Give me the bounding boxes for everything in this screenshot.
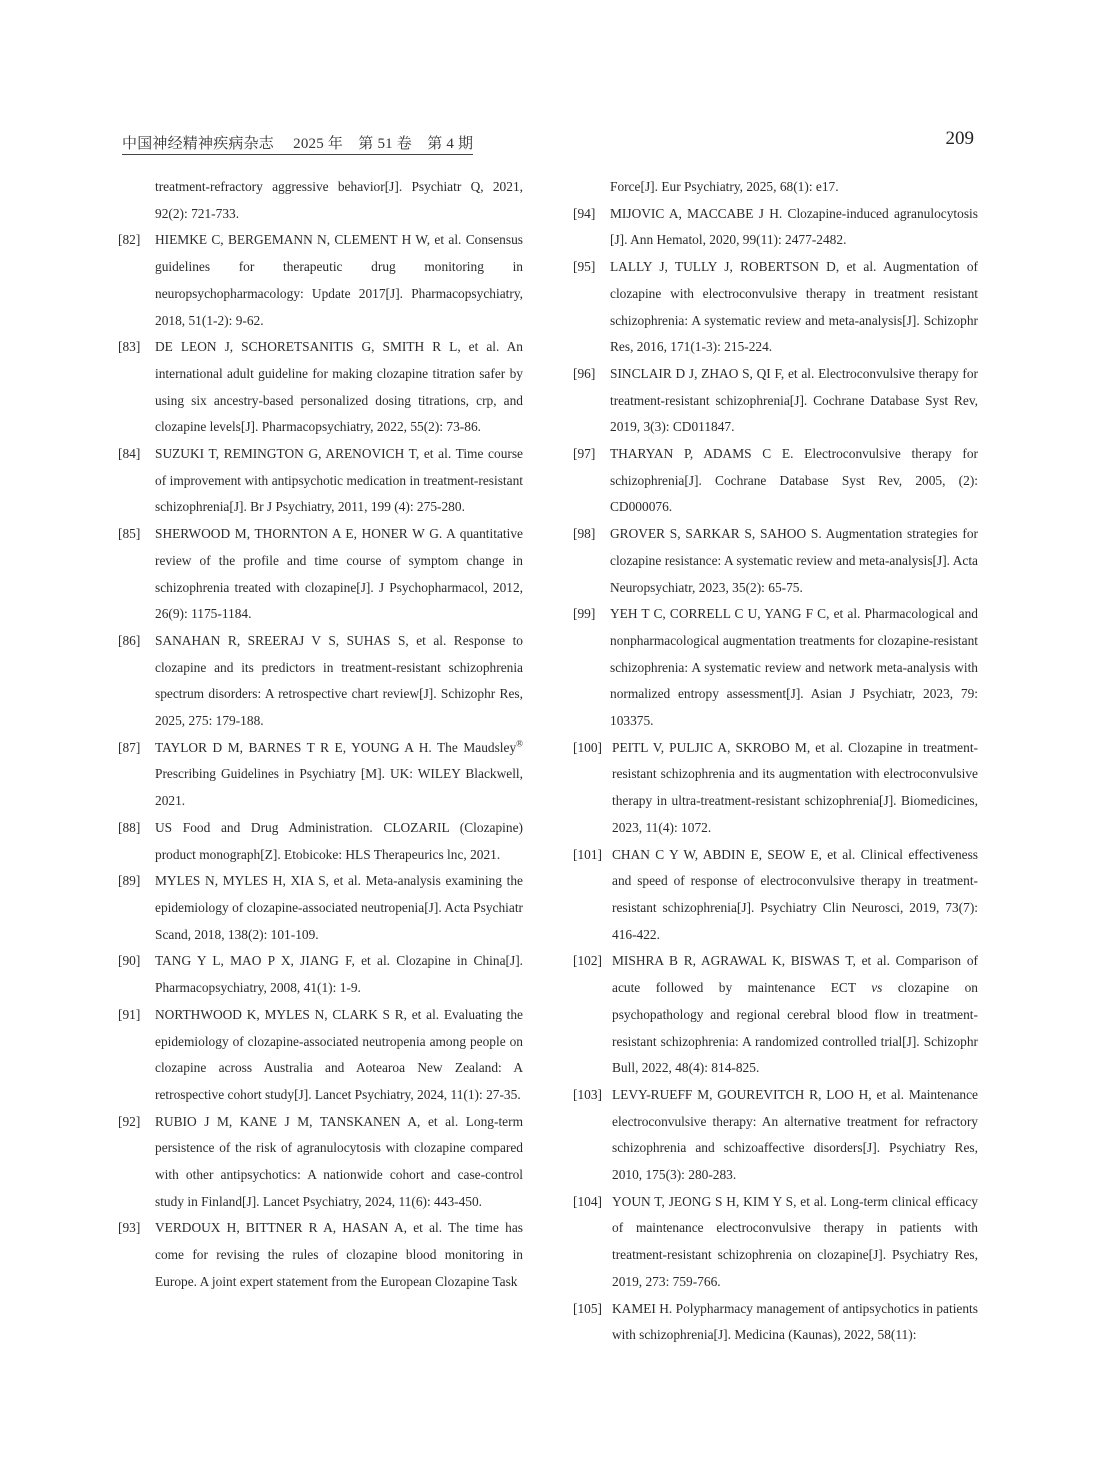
reference-number: [92] [118,1113,141,1129]
reference-item [118,227,523,334]
reference-number: [83] [118,339,141,355]
reference-number: [97] [573,446,596,462]
reference-text: MIJOVIC A, MACCABE J H. Clozapine-induced agranulocytosis [J]. Ann Hematol, 2020, 99(11): 2477-2482. [610,205,978,248]
reference-text: SANAHAN R, SREERAJ V S, SUHAS S, et al. Response to clozapine and its predictors in treatment-resistant schizophrenia spectrum disorders: A retrospective chart review[J]. Schizophr Res, 2025, 275: 179-188. [155,632,523,729]
reference-item [573,521,978,601]
reference-number: [103] [573,1086,603,1102]
reference-number: [87] [118,739,141,755]
reference-text: Force[J]. Eur Psychiatry, 2025, 68(1): e17. [610,179,839,194]
reference-number: [100] [573,739,603,755]
reference-text: TAYLOR D M, BARNES T R E, YOUNG A H. The Maudsley [155,739,517,755]
reference-number: [91] [118,1006,141,1022]
reference-text: treatment-refractory aggressive behavior[J]. Psychiatr Q, 2021, 92(2): 721-733. [155,179,523,221]
reference-text: CHAN C Y W, ABDIN E, SEOW E, et al. Clinical effectiveness and speed of response of electroconvulsive therapy in treatment-resistant schizophrenia[J]. Psychiatry Clin Neurosci, 2019, 73(7): 416-422. [612,846,978,942]
reference-number: [86] [118,632,141,648]
reference-text: HIEMKE C, BERGEMANN N, CLEMENT H W, et al. Consensus guidelines for therapeutic drug monitoring in neuropsychopharmacology: Update 2017[J]. Pharmacopsychiatry, 2018, 51(1-2): 9-62. [155,232,523,328]
reference-continuation [573,174,978,201]
reference-text: THARYAN P, ADAMS C E. Electroconvulsive therapy for schizophrenia[J]. Cochrane Database Syst Rev, 2005, (2): CD000076. [610,446,978,515]
reference-number: [82] [118,232,141,248]
reference-text: YOUN T, JEONG S H, KIM Y S, et al. Long-term clinical efficacy of maintenance electroconvulsive therapy in patients with treatment-resistant schizophrenia on clozapine[J]. Psychiatry Res, 2019, 273: 759-766. [612,1193,978,1289]
right-column [573,174,978,1349]
reference-item [118,334,523,441]
reference-text: LALLY J, TULLY J, ROBERTSON D, et al. Augmentation of clozapine with electroconvulsive therapy in treatment resistant schizophrenia: A systematic review and meta-analysis[J]. Schizophr Res, 2016, 171(1-3): 215-224. [610,259,978,355]
reference-item [118,868,523,948]
reference-number: [93] [118,1220,141,1236]
reference-item [118,521,523,628]
reference-number: [105] [573,1300,603,1316]
reference-text: PEITL V, PULJIC A, SKROBO M, et al. Clozapine in treatment-resistant schizophrenia and its augmentation with electroconvulsive therapy in ultra-treatment-resistant schizophrenia[J]. Biomedicines, 2023, 11(4): 1072. [612,739,978,835]
reference-number: [88] [118,819,141,835]
reference-item [118,441,523,521]
reference-text: SHERWOOD M, THORNTON A E, HONER W G. A quantitative review of the profile and time course of symptom change in schizophrenia treated with clozapine[J]. J Psychopharmacol, 2012, 26(9): 1175-1184. [155,526,523,622]
reference-text: KAMEI H. Polypharmacy management of antipsychotics in patients with schizophrenia[J]. Medicina (Kaunas), 2022, 58(11): [612,1300,978,1343]
reference-number: [89] [118,873,141,889]
reference-item [118,948,523,1001]
reference-text: DE LEON J, SCHORETSANITIS G, SMITH R L, et al. An international adult guideline for making clozapine titration safer by using six ancestry-based personalized dosing titrations, crp, and clozapine levels[J]. Pharmacopsychiatry, 2022, 55(2): 73-86. [155,339,523,435]
reference-number: [94] [573,205,596,221]
reference-text: RUBIO J M, KANE J M, TANSKANEN A, et al. Long-term persistence of the risk of agranulocytosis with clozapine compared with other antipsychotics: A nationwide cohort and case-control study in Finland[J]. Lancet Psychiatry, 2024, 11(6): 443-450. [155,1113,523,1209]
reference-item [573,1189,978,1296]
reference-text-after: Prescribing Guidelines in Psychiatry [M]. UK: WILEY Blackwell, 2021. [155,766,523,809]
reference-text: MISHRA B R, AGRAWAL K, BISWAS T, et al. Comparison of acute followed by maintenance ECT [612,953,978,996]
reference-number: [85] [118,526,141,542]
reference-item [573,735,978,842]
reference-item [118,628,523,735]
reference-number: [99] [573,606,596,622]
reference-text: VERDOUX H, BITTNER R A, HASAN A, et al. The time has come for revising the rules of clozapine blood monitoring in Europe. A joint expert statement from the European Clozapine Task [155,1220,523,1289]
reference-item [573,201,978,254]
reference-item [573,842,978,949]
running-head: 中国神经精神疾病杂志 2025 年 第 51 卷 第 4 期 [122,132,473,155]
left-column [118,174,523,1296]
reference-number: [96] [573,365,596,381]
page-number: 209 [945,128,974,149]
reference-item [118,1002,523,1109]
reference-item [573,361,978,441]
reference-number: [101] [573,846,603,862]
reference-text: SUZUKI T, REMINGTON G, ARENOVICH T, et al. Time course of improvement with antipsychotic medication in treatment-resistant schizophrenia[J]. Br J Psychiatry, 2011, 199 (4): 275-280. [155,446,523,515]
reference-continuation [118,174,523,227]
reference-text: SINCLAIR D J, ZHAO S, QI F, et al. Electroconvulsive therapy for treatment-resistant schizophrenia[J]. Cochrane Database Syst Rev, 2019, 3(3): CD011847. [610,365,978,435]
reference-item [573,1296,978,1349]
reference-number: [102] [573,953,603,969]
reference-number: [98] [573,526,596,542]
reference-text: MYLES N, MYLES H, XIA S, et al. Meta-analysis examining the epidemiology of clozapine-associated neutropenia[J]. Acta Psychiatr Scand, 2018, 138(2): 101-109. [155,873,523,942]
reference-item [573,1082,978,1189]
reference-number: [104] [573,1193,603,1209]
reference-text: LEVY-RUEFF M, GOUREVITCH R, LOO H, et al. Maintenance electroconvulsive therapy: An alternative treatment for refractory schizophrenia and schizoaffective disorders[J]. Psychiatry Res, 2010, 175(3): 280-283. [612,1086,978,1183]
reference-item [118,735,523,815]
reference-item [573,254,978,361]
reference-text: YEH T C, CORRELL C U, YANG F C, et al. Pharmacological and nonpharmacological augmentation treatments for clozapine-resistant schizophrenia: A systematic review and network meta-analysis with normalized entropy assessment[J]. Asian J Psychiatr, 2023, 79: 103375. [610,606,978,729]
registered-mark: ® [516,738,523,749]
reference-item [573,441,978,521]
reference-text-after: clozapine on psychopathology and regional cerebral blood flow in treatment-resistant schizophrenia: A randomized controlled trial[J]. Schizophr Bull, 2022, 48(4): 814-825. [612,980,978,1076]
reference-text: US Food and Drug Administration. CLOZARIL (Clozapine) product monograph[Z]. Etobicoke: HLS Therapeurics lnc, 2021. [155,819,523,862]
page-header [122,130,974,154]
italic-term: vs [871,980,883,996]
reference-item [573,948,978,1082]
reference-text: TANG Y L, MAO P X, JIANG F, et al. Clozapine in China[J]. Pharmacopsychiatry, 2008, 41(1): 1-9. [155,953,523,996]
reference-item [118,815,523,868]
reference-number: [90] [118,953,141,969]
reference-text: NORTHWOOD K, MYLES N, CLARK S R, et al. Evaluating the epidemiology of clozapine-associated neutropenia among people on clozapine across Australia and Aotearoa New Zealand: A retrospective cohort study[J]. Lancet Psychiatry, 2024, 11(1): 27-35. [155,1006,523,1102]
reference-number: [84] [118,446,141,462]
reference-text: GROVER S, SARKAR S, SAHOO S. Augmentation strategies for clozapine resistance: A systematic review and meta-analysis[J]. Acta Neuropsychiatr, 2023, 35(2): 65-75. [610,526,978,595]
reference-item [573,601,978,735]
reference-item [118,1215,523,1295]
reference-item [118,1109,523,1216]
reference-number: [95] [573,259,596,275]
